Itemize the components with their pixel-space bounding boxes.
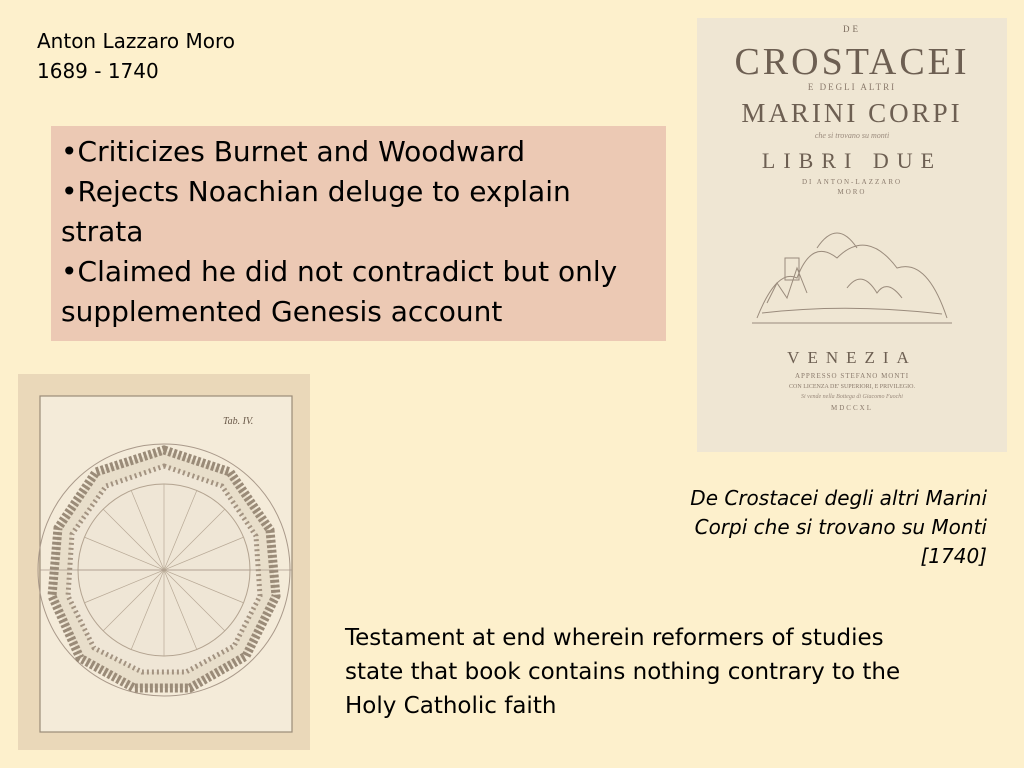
title-year: MDCCXL xyxy=(831,404,873,412)
title-licenza: CON LICENZA DE' SUPERIORI, E PRIVILEGIO. xyxy=(789,384,915,390)
title-printer: APPRESSO STEFANO MONTI xyxy=(794,372,910,380)
bullet-box xyxy=(51,126,666,341)
testament-line: state that book contains nothing contrary to the xyxy=(345,659,901,685)
plate-label: Tab. IV. xyxy=(223,416,254,427)
title-sale: Si vende nella Bottega di Giacomo Fuochi xyxy=(801,394,903,400)
author-name: Anton Lazzaro Moro xyxy=(37,29,236,53)
title-degli: E DEGLI ALTRI xyxy=(807,82,897,92)
bullet-item: •Rejects Noachian deluge to explain strata xyxy=(61,175,571,248)
author-dates: 1689 - 1740 xyxy=(37,59,159,83)
author-header xyxy=(37,26,235,86)
title-author: DI ANTON-LAZZARO xyxy=(801,178,903,186)
testament-line: Testament at end wherein reformers of studies xyxy=(345,625,884,651)
testament-note xyxy=(345,621,1005,723)
caption-year: [1740] xyxy=(920,544,987,568)
caption-line: De Crostacei degli altri Marini xyxy=(690,486,987,510)
title-small: che si trovano su monti xyxy=(814,131,890,140)
book-title-page-image xyxy=(697,18,1007,452)
engraving-plate-image xyxy=(18,374,310,750)
title-page-drawing xyxy=(697,18,1007,452)
title-moro: MORO xyxy=(837,188,867,196)
book-caption xyxy=(587,484,987,571)
bullet-item: •Criticizes Burnet and Woodward xyxy=(61,135,526,168)
title-crostacei: CROSTACEI xyxy=(734,41,970,83)
title-marini: MARINI CORPI xyxy=(741,98,963,128)
bullet-item: •Claimed he did not contradict but only supplemented Genesis account xyxy=(61,255,618,328)
caption-line: Corpi che si trovano su Monti xyxy=(694,515,987,539)
engraving-drawing xyxy=(18,374,310,750)
title-venezia: VENEZIA xyxy=(787,348,917,367)
title-libri: LIBRI DUE xyxy=(761,148,943,173)
testament-line: Holy Catholic faith xyxy=(345,693,557,719)
title-de: DE xyxy=(843,24,861,34)
